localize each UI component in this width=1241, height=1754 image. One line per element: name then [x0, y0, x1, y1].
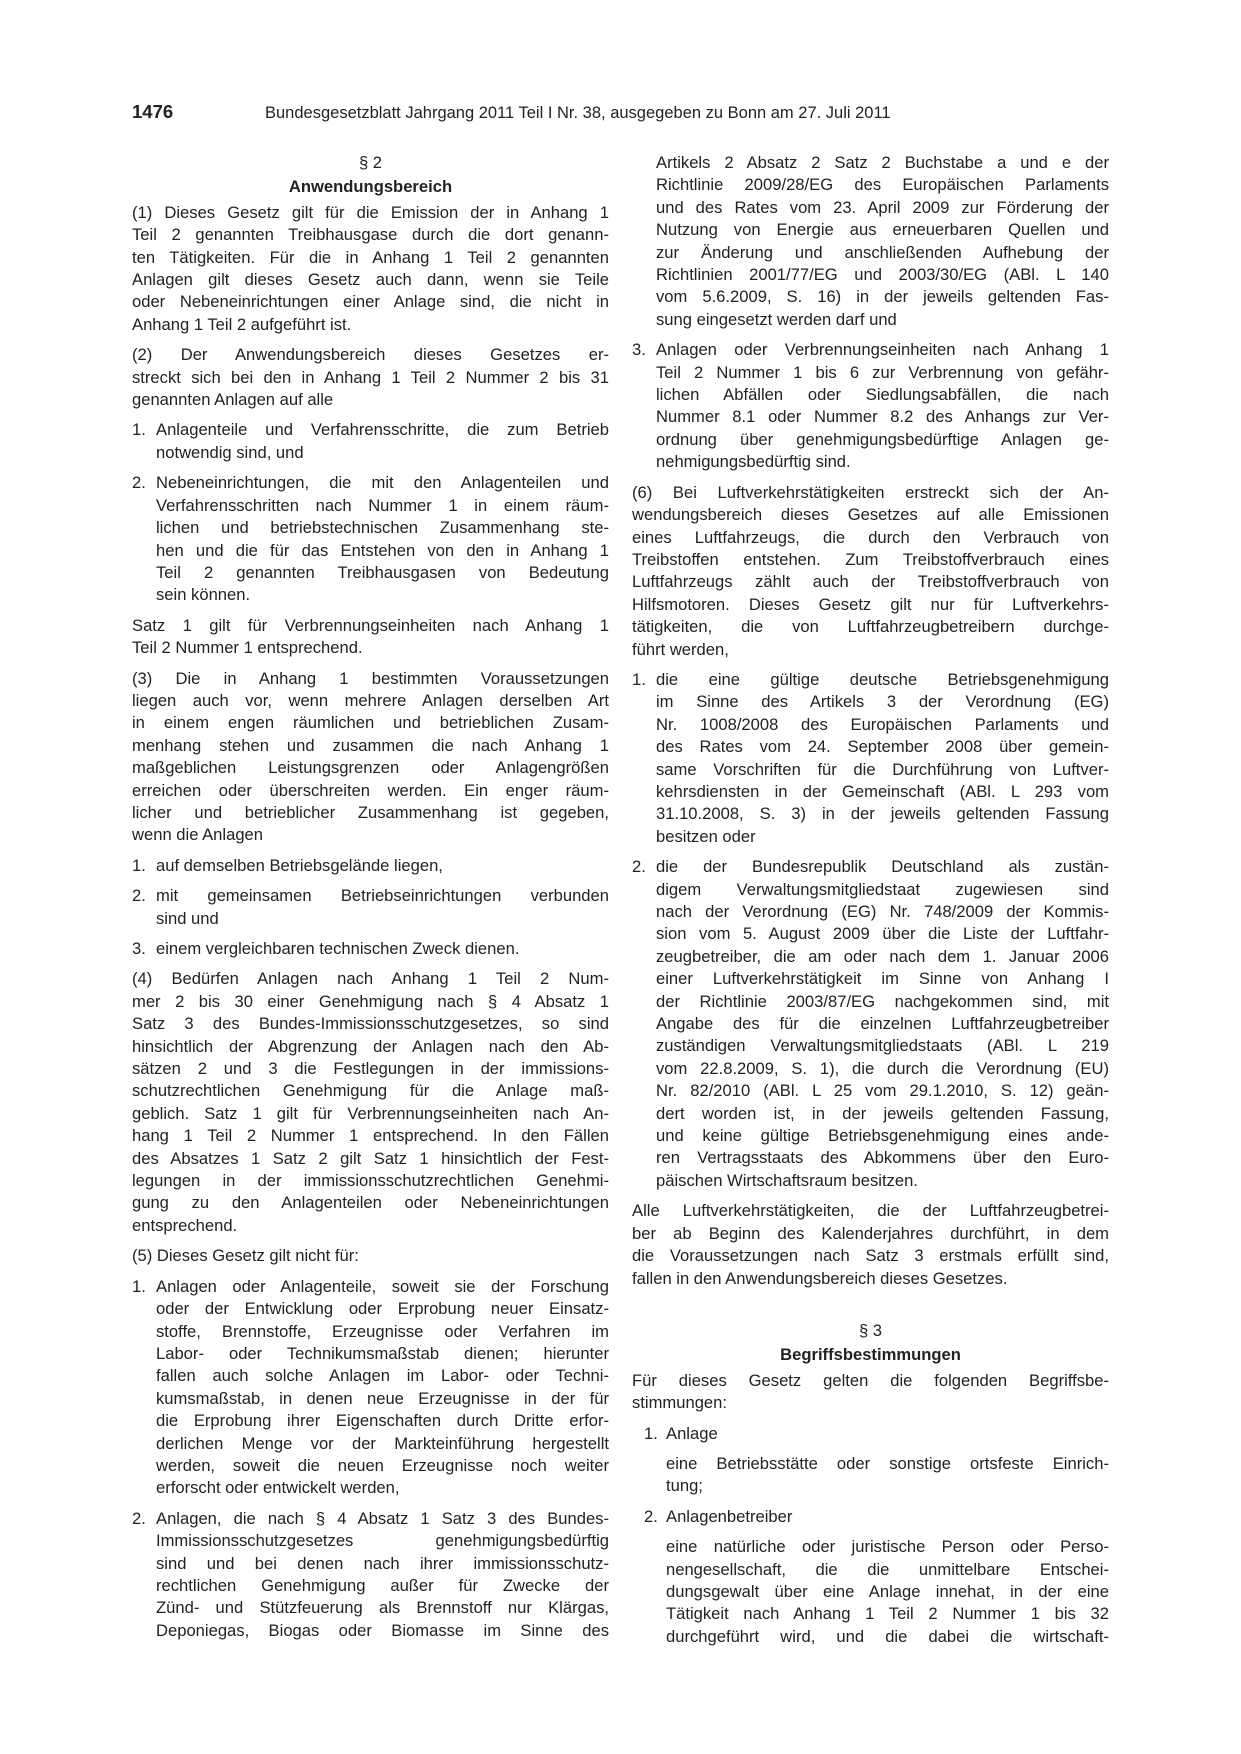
text-line: oder Nebeneinrichtungen einer Anlage sind, die nicht in	[132, 292, 609, 312]
definitions-intro	[632, 1370, 1109, 1415]
text-line: mit gemeinsamen Betriebseinrichtungen verbunden	[156, 886, 609, 906]
text-line: Labor- oder Technikumsmaßstab dienen; hierunter	[156, 1343, 609, 1363]
definition-term-label: Anlagenbetreiber	[666, 1506, 793, 1526]
list-item-text	[156, 855, 609, 877]
paragraph-4	[132, 968, 609, 1237]
paragraph-6-list	[632, 669, 1109, 1192]
text-line: päischen Wirtschaftsraum besitzen.	[656, 1170, 918, 1190]
text-line: Anlagen gilt dieses Gesetz auch dann, wenn sie Teile	[132, 270, 609, 290]
list-item-number: 3.	[632, 340, 646, 360]
text-line: vom 5.6.2009, S. 16) in der jeweils geltenden Fas-	[656, 287, 1109, 307]
text-line: die Erprobung ihrer Eigenschaften durch Dritte erfor-	[156, 1411, 609, 1431]
text-line: Angabe des für die einzelnen Luftfahrzeugbetreiber	[656, 1014, 1109, 1034]
list-item-text	[656, 856, 1109, 1192]
text-line: (1) Dieses Gesetz gilt für die Emission der in Anhang 1	[132, 202, 609, 222]
text-line: Deponiegas, Biogas oder Biomasse im Sinne des	[156, 1620, 609, 1640]
text-line: geblich. Satz 1 gilt für Verbrennungseinheiten nach An-	[132, 1103, 609, 1123]
text-line: stoffe, Brennstoffe, Erzeugnisse oder Verfahren im	[156, 1321, 609, 1341]
text-line: Richtlinien 2001/77/EG und 2003/30/EG (ABl. L 140	[656, 265, 1109, 285]
text-line: sätzen 2 und 3 die Festlegungen in der immissions-	[132, 1059, 609, 1079]
text-line: stimmungen:	[632, 1393, 727, 1413]
text-line: einer Luftverkehrstätigkeit im Sinne von Anhang I	[656, 969, 1109, 989]
text-line: des Absatzes 1 Satz 2 gilt Satz 1 hinsichtlich der Fest-	[132, 1148, 609, 1168]
paragraph-6	[632, 482, 1109, 661]
right-column	[632, 152, 1109, 1656]
list-item	[132, 855, 609, 877]
text-line: dert worden ist, in der jeweils geltenden Fassung,	[656, 1103, 1109, 1123]
text-line: Teil 2 genannten Treibhausgasen von Bedeutung	[156, 562, 609, 582]
text-line: (3) Die in Anhang 1 bestimmten Voraussetzungen	[132, 668, 609, 688]
text-line: tätigkeiten, die von Luftfahrzeugbetreibern durchge-	[632, 617, 1109, 637]
text-line: der Richtlinie 2003/87/EG nachgekommen sind, mit	[656, 991, 1109, 1011]
text-line: Zünd- und Stützfeuerung als Brennstoff nur Klärgas,	[156, 1598, 609, 1618]
paragraph-2-list	[132, 419, 609, 606]
list-item-text	[156, 885, 609, 930]
text-line: Anhang 1 Teil 2 aufgeführt ist.	[132, 314, 352, 334]
list-item	[132, 885, 609, 930]
text-line: Nr. 82/2010 (ABl. L 25 vom 29.1.2010, S. 12) geän-	[656, 1081, 1109, 1101]
text-line: streckt sich bei den in Anhang 1 Teil 2 Nummer 2 bis 31	[132, 367, 609, 387]
text-line: und des Rates vom 23. April 2009 zur Förderung der	[656, 197, 1109, 217]
text-line: fallen auch solche Anlagen im Labor- oder Techni-	[156, 1366, 609, 1386]
section-title: Anwendungsbereich	[288, 177, 453, 197]
text-line: erreichen oder überschreiten werden. Ein enger räum-	[132, 780, 609, 800]
paragraph-3-list	[132, 855, 609, 961]
text-line: Alle Luftverkehrstätigkeiten, die der Luftfahrzeugbetrei-	[632, 1201, 1109, 1221]
text-line: lichen und betriebstechnischen Zusammenhang ste-	[156, 518, 609, 538]
text-line: schutzrechtlichen Genehmigung für die Anlage maß-	[132, 1081, 609, 1101]
text-line: kumsmaßstab, in denen neue Erzeugnisse in der für	[156, 1388, 609, 1408]
text-line: licher und betrieblicher Zusammenhang ist gegeben,	[132, 802, 609, 822]
list-item-number: 1.	[132, 420, 146, 440]
list-item-number: 1.	[132, 855, 146, 875]
text-line: nengesellschaft, die die unmittelbare Entschei-	[666, 1559, 1109, 1579]
text-line: hen und die für das Entstehen von den in Anhang 1	[156, 540, 609, 560]
text-line: Luftfahrzeugs zählt auch der Treibstoffverbrauch von	[632, 572, 1109, 592]
text-line: zeugbetreiber, die am oder nach dem 1. Januar 2006	[656, 946, 1109, 966]
list-item-number: 2.	[132, 473, 146, 493]
paragraph-1	[132, 202, 609, 336]
continued-item-text	[656, 152, 1109, 331]
list-item-number: 2.	[132, 886, 146, 906]
text-line: ber ab Beginn des Kalenderjahres durchführt, in dem	[632, 1223, 1109, 1243]
list-item	[632, 669, 1109, 848]
text-line: lichen Abfällen oder Siedlungsabfällen, die nach	[656, 385, 1109, 405]
text-line: führt werden,	[632, 639, 729, 659]
text-line: fallen in den Anwendungsbereich dieses Gesetzes.	[632, 1268, 1008, 1288]
text-line: entsprechend.	[132, 1215, 238, 1235]
text-line: Für dieses Gesetz gelten die folgenden Begriffsbe-	[632, 1370, 1109, 1390]
list-item-number: 2.	[632, 857, 646, 877]
definition-term	[644, 1506, 1109, 1528]
list-item	[132, 1508, 609, 1642]
text-line: nach der Verordnung (EG) Nr. 748/2009 der Kommis-	[656, 902, 1109, 921]
list-item	[132, 472, 609, 606]
text-line: Nutzung von Energie aus erneuerbaren Quellen und	[656, 220, 1109, 240]
list-item	[132, 938, 609, 960]
paragraph-6-after	[632, 1200, 1109, 1290]
definitions-list	[632, 1423, 1109, 1649]
text-line: legungen in der immissionsschutzrechtlichen Genehmi-	[132, 1171, 609, 1191]
text-line: Nummer 8.1 oder Nummer 8.2 des Anhangs zur Ver-	[656, 407, 1109, 427]
text-line: ordnung über genehmigungsbedürftige Anlagen ge-	[656, 429, 1109, 449]
list-item	[632, 339, 1109, 473]
text-line: kehrsdiensten in der Gemeinschaft (ABl. L 293 vom	[656, 781, 1109, 801]
text-line: notwendig sind, und	[156, 442, 304, 462]
text-line: mer 2 bis 30 einer Genehmigung nach § 4 Absatz 1	[132, 991, 609, 1011]
text-line: die der Bundesrepublik Deutschland als zustän-	[656, 857, 1109, 877]
list-item-text	[656, 339, 1109, 473]
paragraph-5-list	[132, 1276, 609, 1643]
text-line: (5) Dieses Gesetz gilt nicht für:	[132, 1246, 359, 1266]
text-line: rechtlichen Genehmigung außer für Zwecke der	[156, 1575, 609, 1595]
text-line: werden, soweit die neuen Erzeugnisse noch weiter	[156, 1455, 609, 1475]
text-line: im Sinne des Artikels 3 der Verordnung (EG)	[656, 692, 1109, 712]
text-line: Anlagen oder Verbrennungseinheiten nach Anhang 1	[656, 340, 1109, 360]
text-line: hinsichtlich der Abgrenzung der Anlagen nach den Ab-	[132, 1036, 609, 1056]
section-number: § 3	[858, 1320, 883, 1340]
list-item-text	[656, 669, 1109, 848]
text-line: Immissionsschutzgesetzes genehmigungsbedürftig	[156, 1531, 609, 1551]
text-line: zur Änderung und anschließenden Aufhebung der	[656, 242, 1109, 262]
paragraph-2	[132, 344, 609, 411]
list-item	[132, 419, 609, 464]
text-line: oder der Entwicklung oder Erprobung neuer Einsatz-	[156, 1299, 609, 1319]
definition-number: 2.	[644, 1506, 658, 1526]
text-line: Anlagenteile und Verfahrensschritte, die zum Betrieb	[156, 420, 609, 440]
list-item-text	[156, 472, 609, 606]
text-line: Satz 3 des Bundes-Immissionsschutzgesetzes, so sind	[132, 1014, 609, 1034]
text-line: einem vergleichbaren technischen Zweck dienen.	[156, 939, 520, 958]
paragraph-3	[132, 668, 609, 847]
text-line: Teil 2 genannten Treibhausgase durch die dort genann-	[132, 225, 609, 245]
text-line: eine Betriebsstätte oder sonstige ortsfeste Einrich-	[666, 1453, 1109, 1473]
text-line: sind und bei denen nach ihrer immissionsschutz-	[156, 1553, 609, 1573]
list-item-number: 2.	[132, 1508, 146, 1528]
text-line: Tätigkeit nach Anhang 1 Teil 2 Nummer 1 bis 32	[666, 1604, 1109, 1624]
text-line: Anlagen, die nach § 4 Absatz 1 Satz 3 des Bundes-	[156, 1508, 609, 1528]
definition-text	[666, 1453, 1109, 1498]
text-line: Verfahrensschritten nach Nummer 1 in einem räum-	[156, 495, 609, 515]
text-line: die eine gültige deutsche Betriebsgenehmigung	[656, 669, 1109, 689]
text-line: Nebeneinrichtungen, die mit den Anlagenteilen und	[156, 473, 609, 493]
left-column	[132, 152, 609, 1650]
text-line: auf demselben Betriebsgelände liegen,	[156, 855, 443, 875]
text-line: zuständigen Verwaltungsmitgliedstaats (ABl. L 219	[656, 1036, 1109, 1056]
list-item-text	[156, 1276, 609, 1500]
text-line: Hilfsmotoren. Dieses Gesetz gilt nur für Luftverkehrs-	[632, 594, 1109, 614]
list-item	[632, 856, 1109, 1192]
text-line: (6) Bei Luftverkehrstätigkeiten erstreckt sich der An-	[632, 482, 1109, 502]
text-line: ten Tätigkeiten. Für die in Anhang 1 Teil 2 genannten	[132, 247, 609, 267]
text-line: die Voraussetzungen nach Satz 3 erstmals erfüllt sind,	[632, 1246, 1109, 1266]
text-line: sion vom 5. August 2009 über die Liste der Luftfahr-	[656, 924, 1109, 944]
text-line: maßgeblichen Leistungsgrenzen oder Anlagengrößen	[132, 758, 609, 778]
list-item-number: 1.	[632, 669, 646, 689]
text-line: besitzen oder	[656, 826, 756, 846]
text-line: Artikels 2 Absatz 2 Satz 2 Buchstabe a und e der	[656, 153, 1109, 172]
text-line: Treibstoffen entstehen. Zum Treibstoffverbrauch eines	[632, 549, 1109, 569]
text-line: eine natürliche oder juristische Person oder Perso-	[666, 1537, 1109, 1557]
paragraph-5-item-3	[632, 339, 1109, 473]
text-line: sung eingesetzt werden darf und	[656, 309, 897, 329]
section-number: § 2	[358, 153, 383, 172]
text-line: Richtlinie 2009/28/EG des Europäischen Parlaments	[656, 175, 1109, 195]
text-line: wenn die Anlagen	[132, 825, 264, 845]
text-line: ren Vertragsstaats des Abkommens über den Euro-	[656, 1148, 1109, 1168]
text-line: same Vorschriften für die Durchführung von Luftver-	[656, 759, 1109, 779]
text-line: gung zu den Anlagenteilen oder Nebeneinrichtungen	[132, 1193, 609, 1213]
text-line: durchgeführt wird, und die dabei die wirtschaft-	[666, 1626, 1109, 1646]
list-item-text	[156, 938, 609, 960]
text-line: Nr. 1008/2008 des Europäischen Parlaments und	[656, 714, 1109, 734]
text-line: nehmigungsbedürftig sind.	[656, 452, 851, 472]
text-line: liegen auch vor, wenn mehrere Anlagen derselben Art	[132, 690, 609, 710]
text-line: dungsgewalt über eine Anlage innehat, in der eine	[666, 1581, 1109, 1601]
list-item-number: 3.	[132, 939, 146, 958]
text-line: digem Verwaltungsmitgliedstaat zugewiesen sind	[656, 879, 1109, 899]
text-line: genannten Anlagen auf alle	[132, 390, 334, 410]
text-line: (2) Der Anwendungsbereich dieses Gesetzes er-	[132, 345, 609, 365]
text-line: vom 22.8.2009, S. 1), die durch die Verordnung (EU)	[656, 1058, 1109, 1078]
text-line: des Rates vom 24. September 2008 über gemein-	[656, 737, 1109, 757]
text-line: Satz 1 gilt für Verbrennungseinheiten nach Anhang 1	[132, 615, 609, 635]
definition-term-label: Anlage	[666, 1423, 718, 1443]
definition-term	[644, 1423, 1109, 1445]
text-line: Teil 2 Nummer 1 entsprechend.	[132, 638, 363, 658]
running-head: Bundesgesetzblatt Jahrgang 2011 Teil I Nr. 38, ausgegeben zu Bonn am 27. Juli 2011	[265, 104, 891, 122]
section-title: Begriffsbestimmungen	[780, 1345, 961, 1365]
text-line: sind und	[156, 908, 219, 928]
text-line: wendungsbereich dieses Gesetzes auf alle Emissionen	[632, 505, 1109, 525]
text-line: Teil 2 Nummer 1 bis 6 zur Verbrennung von gefähr-	[656, 362, 1109, 382]
definition-text	[666, 1536, 1109, 1648]
paragraph-5	[132, 1245, 609, 1267]
list-item-number: 1.	[132, 1276, 146, 1296]
text-line: eines Luftfahrzeugs, die durch den Verbrauch von	[632, 527, 1109, 547]
definition-number: 1.	[644, 1423, 658, 1443]
text-line: tung;	[666, 1476, 703, 1496]
text-line: in einem engen räumlichen und betrieblichen Zusam-	[132, 713, 609, 733]
text-line: Anlagen oder Anlagenteile, soweit sie der Forschung	[156, 1276, 609, 1296]
text-line: sein können.	[156, 585, 251, 605]
list-item-text	[156, 1508, 609, 1642]
list-item-text	[156, 419, 609, 464]
text-line: menhang stehen und zusammen die nach Anhang 1	[132, 735, 609, 755]
text-line: erforscht oder entwickelt werden,	[156, 1478, 400, 1498]
text-line: und keine gültige Betriebsgenehmigung eines ande-	[656, 1126, 1109, 1146]
page-number: 1476	[132, 101, 174, 122]
text-line: derlichen Menge vor der Markteinführung hergestellt	[156, 1433, 609, 1453]
text-line: 31.10.2008, S. 3) in der jeweils geltenden Fassung	[656, 804, 1109, 824]
text-line: (4) Bedürfen Anlagen nach Anhang 1 Teil 2 Num-	[132, 969, 609, 989]
text-line: hang 1 Teil 2 Nummer 1 entsprechend. In den Fällen	[132, 1126, 609, 1146]
list-item	[132, 1276, 609, 1500]
paragraph-2-after	[132, 615, 609, 660]
